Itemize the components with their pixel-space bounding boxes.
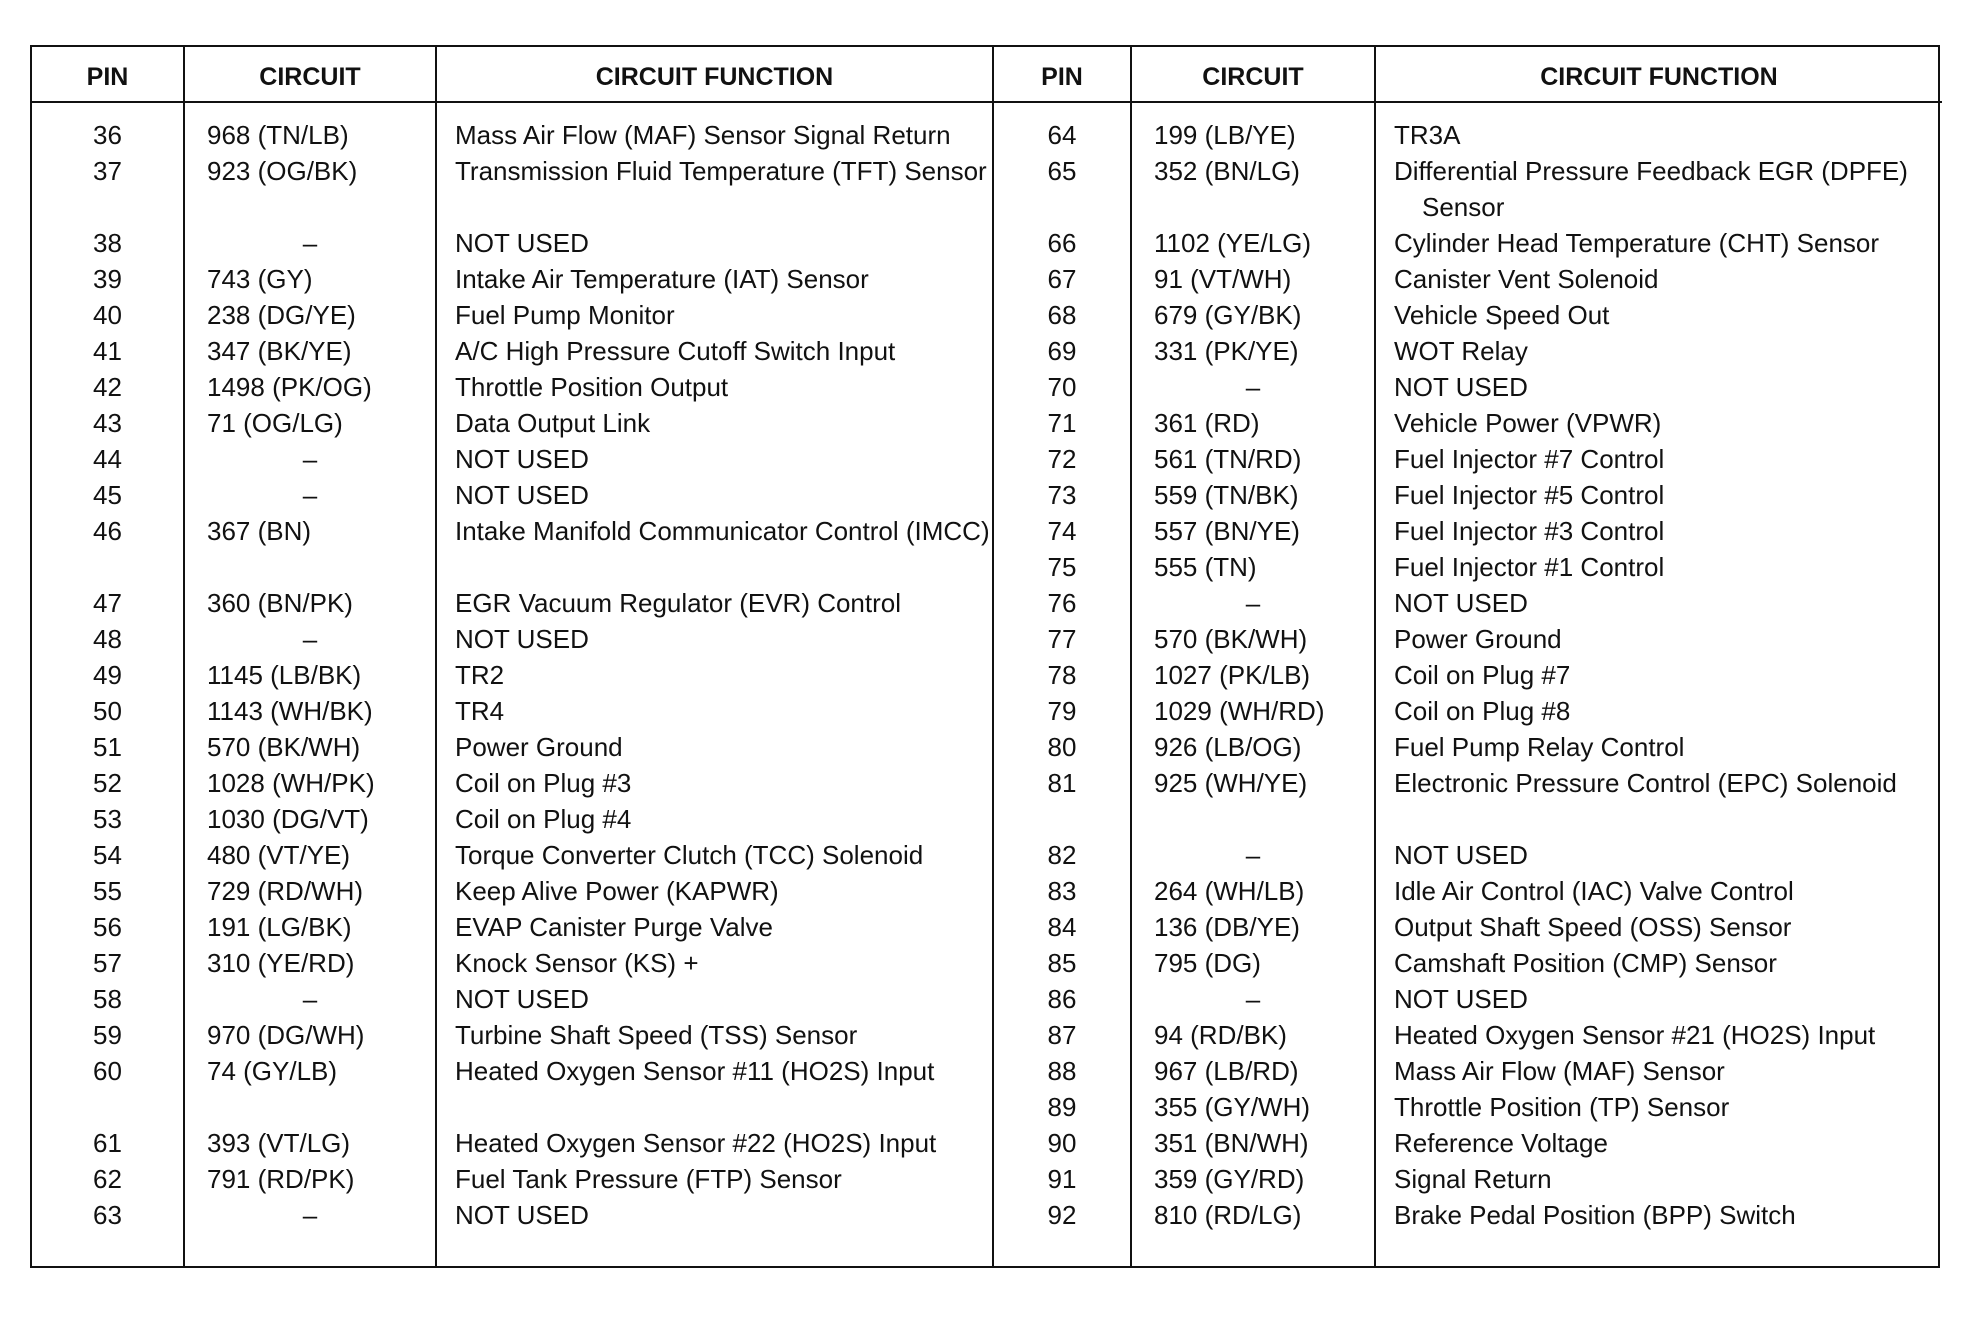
pin-cell-61: 61 bbox=[93, 1128, 122, 1158]
circuit-cell-52: 1028 (WH/PK) bbox=[207, 768, 375, 798]
circuit-cell-78: 1027 (PK/LB) bbox=[1154, 660, 1311, 690]
pin-cell-73: 73 bbox=[1047, 480, 1077, 510]
circuit-cell-88: 967 (LB/RD) bbox=[1154, 1056, 1299, 1086]
circuit-cell-69: 331 (PK/YE) bbox=[1154, 336, 1299, 366]
function-cell-85: Camshaft Position (CMP) Sensor bbox=[1394, 948, 1777, 978]
pin-cell-39: 39 bbox=[93, 264, 122, 294]
pin-cell-49: 49 bbox=[93, 660, 122, 690]
pin-cell-86: 86 bbox=[1047, 984, 1077, 1014]
header-function-right: CIRCUIT FUNCTION bbox=[1375, 47, 1942, 102]
function-cell-67: Canister Vent Solenoid bbox=[1394, 264, 1659, 294]
circuit-cell-77: 570 (BK/WH) bbox=[1154, 624, 1308, 654]
function-cell-87: Heated Oxygen Sensor #21 (HO2S) Input bbox=[1394, 1020, 1876, 1050]
pin-cell-88: 88 bbox=[1047, 1056, 1077, 1086]
circuit-cell-39: 743 (GY) bbox=[207, 264, 313, 294]
circuit-column-left bbox=[184, 102, 436, 1266]
circuit-cell-76: – bbox=[1245, 588, 1261, 618]
pin-cell-57: 57 bbox=[93, 948, 122, 978]
circuit-cell-91: 359 (GY/RD) bbox=[1154, 1164, 1305, 1194]
pin-column-right bbox=[993, 102, 1131, 1266]
function-cell-59: Turbine Shaft Speed (TSS) Sensor bbox=[455, 1020, 858, 1050]
pin-cell-62: 62 bbox=[93, 1164, 122, 1194]
function-cell-83: Idle Air Control (IAC) Valve Control bbox=[1394, 876, 1794, 906]
circuit-cell-37: 923 (OG/BK) bbox=[207, 156, 358, 186]
circuit-cell-81: 925 (WH/YE) bbox=[1154, 768, 1308, 798]
circuit-cell-50: 1143 (WH/BK) bbox=[207, 696, 373, 726]
function-cell-57: Knock Sensor (KS) + bbox=[455, 948, 699, 978]
circuit-cell-85: 795 (DG) bbox=[1154, 948, 1261, 978]
pin-cell-45: 45 bbox=[93, 480, 122, 510]
function-cell-88: Mass Air Flow (MAF) Sensor bbox=[1394, 1056, 1725, 1086]
pin-cell-85: 85 bbox=[1047, 948, 1077, 978]
circuit-cell-38: – bbox=[302, 228, 318, 258]
function-column-right bbox=[1375, 102, 1942, 1266]
circuit-cell-83: 264 (WH/LB) bbox=[1154, 876, 1305, 906]
pin-cell-56: 56 bbox=[93, 912, 122, 942]
pin-cell-69: 69 bbox=[1047, 336, 1077, 366]
function-cell-76: NOT USED bbox=[1394, 588, 1528, 618]
function-cell-73: Fuel Injector #5 Control bbox=[1394, 480, 1665, 510]
function-cell-72: Fuel Injector #7 Control bbox=[1394, 444, 1665, 474]
circuit-cell-47: 360 (BN/PK) bbox=[207, 588, 353, 618]
function-cell-48: NOT USED bbox=[455, 624, 589, 654]
pin-cell-92: 92 bbox=[1047, 1200, 1077, 1230]
pin-cell-78: 78 bbox=[1047, 660, 1077, 690]
function-cell-92: Brake Pedal Position (BPP) Switch bbox=[1394, 1200, 1796, 1230]
function-cell-42: Throttle Position Output bbox=[455, 372, 729, 402]
pin-cell-72: 72 bbox=[1047, 444, 1077, 474]
pin-cell-83: 83 bbox=[1047, 876, 1077, 906]
pin-cell-80: 80 bbox=[1047, 732, 1077, 762]
circuit-cell-79: 1029 (WH/RD) bbox=[1154, 696, 1325, 726]
function-cell-65: Differential Pressure Feedback EGR (DPFE) Sensor bbox=[1394, 156, 1908, 222]
circuit-cell-55: 729 (RD/WH) bbox=[207, 876, 364, 906]
pin-cell-65: 65 bbox=[1047, 156, 1077, 186]
function-cell-49: TR2 bbox=[455, 660, 505, 690]
pin-cell-37: 37 bbox=[93, 156, 122, 186]
pin-cell-43: 43 bbox=[93, 408, 122, 438]
pin-cell-48: 48 bbox=[93, 624, 122, 654]
pin-cell-76: 76 bbox=[1047, 588, 1077, 618]
function-cell-66: Cylinder Head Temperature (CHT) Sensor bbox=[1394, 228, 1880, 258]
circuit-cell-53: 1030 (DG/VT) bbox=[207, 804, 369, 834]
function-cell-61: Heated Oxygen Sensor #22 (HO2S) Input bbox=[455, 1128, 937, 1158]
pin-cell-64: 64 bbox=[1047, 120, 1077, 150]
function-cell-55: Keep Alive Power (KAPWR) bbox=[455, 876, 779, 906]
circuit-cell-80: 926 (LB/OG) bbox=[1154, 732, 1302, 762]
circuit-cell-41: 347 (BK/YE) bbox=[207, 336, 352, 366]
pin-cell-74: 74 bbox=[1047, 516, 1077, 546]
function-cell-63: NOT USED bbox=[455, 1200, 589, 1230]
function-cell-78: Coil on Plug #7 bbox=[1394, 660, 1571, 690]
function-cell-84: Output Shaft Speed (OSS) Sensor bbox=[1394, 912, 1792, 942]
function-cell-64: TR3A bbox=[1394, 120, 1461, 150]
pin-cell-53: 53 bbox=[93, 804, 122, 834]
circuit-cell-36: 968 (TN/LB) bbox=[207, 120, 349, 150]
circuit-cell-63: – bbox=[302, 1200, 318, 1230]
circuit-cell-51: 570 (BK/WH) bbox=[207, 732, 361, 762]
function-cell-75: Fuel Injector #1 Control bbox=[1394, 552, 1665, 582]
body-row bbox=[32, 102, 1942, 1266]
pin-cell-51: 51 bbox=[93, 732, 122, 762]
circuit-cell-54: 480 (VT/YE) bbox=[207, 840, 351, 870]
circuit-cell-72: 561 (TN/RD) bbox=[1154, 444, 1302, 474]
circuit-cell-86: – bbox=[1245, 984, 1261, 1014]
function-cell-81: Electronic Pressure Control (EPC) Solenoid bbox=[1394, 768, 1897, 798]
pin-cell-38: 38 bbox=[93, 228, 122, 258]
circuit-cell-60: 74 (GY/LB) bbox=[207, 1056, 338, 1086]
pinout-table-frame bbox=[30, 45, 1940, 1268]
function-cell-47: EGR Vacuum Regulator (EVR) Control bbox=[455, 588, 902, 618]
pin-cell-46: 46 bbox=[93, 516, 122, 546]
pin-cell-55: 55 bbox=[93, 876, 122, 906]
circuit-cell-75: 555 (TN) bbox=[1154, 552, 1257, 582]
function-cell-45: NOT USED bbox=[455, 480, 589, 510]
pin-cell-41: 41 bbox=[93, 336, 122, 366]
circuit-cell-70: – bbox=[1245, 372, 1261, 402]
circuit-cell-90: 351 (BN/WH) bbox=[1154, 1128, 1309, 1158]
function-cell-62: Fuel Tank Pressure (FTP) Sensor bbox=[455, 1164, 842, 1194]
circuit-cell-82: – bbox=[1245, 840, 1261, 870]
header-pin-right: PIN bbox=[993, 47, 1131, 102]
function-cell-79: Coil on Plug #8 bbox=[1394, 696, 1571, 726]
pin-cell-89: 89 bbox=[1047, 1092, 1077, 1122]
circuit-cell-66: 1102 (YE/LG) bbox=[1154, 228, 1312, 258]
circuit-cell-89: 355 (GY/WH) bbox=[1154, 1092, 1311, 1122]
function-cell-44: NOT USED bbox=[455, 444, 589, 474]
pin-cell-47: 47 bbox=[93, 588, 122, 618]
pin-cell-90: 90 bbox=[1047, 1128, 1077, 1158]
header-row bbox=[32, 47, 1942, 102]
function-cell-54: Torque Converter Clutch (TCC) Solenoid bbox=[455, 840, 924, 870]
pin-cell-68: 68 bbox=[1047, 300, 1077, 330]
function-cell-71: Vehicle Power (VPWR) bbox=[1394, 408, 1662, 438]
function-cell-36: Mass Air Flow (MAF) Sensor Signal Return bbox=[455, 120, 951, 150]
function-cell-86: NOT USED bbox=[1394, 984, 1528, 1014]
function-column-left bbox=[436, 102, 993, 1266]
pin-cell-60: 60 bbox=[93, 1056, 122, 1086]
pin-cell-82: 82 bbox=[1047, 840, 1077, 870]
pin-cell-70: 70 bbox=[1047, 372, 1077, 402]
function-cell-51: Power Ground bbox=[455, 732, 623, 762]
function-cell-82: NOT USED bbox=[1394, 840, 1528, 870]
pin-column-left bbox=[32, 102, 184, 1266]
circuit-cell-68: 679 (GY/BK) bbox=[1154, 300, 1302, 330]
pin-cell-40: 40 bbox=[93, 300, 122, 330]
pin-cell-59: 59 bbox=[93, 1020, 122, 1050]
header-function-left: CIRCUIT FUNCTION bbox=[436, 47, 993, 102]
circuit-cell-43: 71 (OG/LG) bbox=[207, 408, 343, 438]
pin-cell-42: 42 bbox=[93, 372, 122, 402]
pin-cell-66: 66 bbox=[1047, 228, 1077, 258]
function-cell-46: Intake Manifold Communicator Control (IMCC) bbox=[455, 516, 990, 546]
pin-cell-84: 84 bbox=[1047, 912, 1077, 942]
pin-cell-52: 52 bbox=[93, 768, 122, 798]
circuit-cell-65: 352 (BN/LG) bbox=[1154, 156, 1300, 186]
circuit-cell-73: 559 (TN/BK) bbox=[1154, 480, 1299, 510]
function-cell-90: Reference Voltage bbox=[1394, 1128, 1608, 1158]
circuit-cell-57: 310 (YE/RD) bbox=[207, 948, 355, 978]
pin-cell-36: 36 bbox=[93, 120, 122, 150]
header-circuit-left: CIRCUIT bbox=[184, 47, 436, 102]
circuit-cell-46: 367 (BN) bbox=[207, 516, 312, 546]
circuit-cell-71: 361 (RD) bbox=[1154, 408, 1260, 438]
circuit-cell-61: 393 (VT/LG) bbox=[207, 1128, 351, 1158]
function-cell-41: A/C High Pressure Cutoff Switch Input bbox=[455, 336, 896, 366]
function-cell-58: NOT USED bbox=[455, 984, 589, 1014]
pin-cell-71: 71 bbox=[1047, 408, 1077, 438]
circuit-cell-84: 136 (DB/YE) bbox=[1154, 912, 1300, 942]
function-cell-77: Power Ground bbox=[1394, 624, 1562, 654]
function-cell-52: Coil on Plug #3 bbox=[455, 768, 632, 798]
circuit-cell-42: 1498 (PK/OG) bbox=[207, 372, 372, 402]
pin-cell-77: 77 bbox=[1047, 624, 1077, 654]
pin-cell-75: 75 bbox=[1047, 552, 1077, 582]
pin-cell-50: 50 bbox=[93, 696, 122, 726]
function-cell-37: Transmission Fluid Temperature (TFT) Sensor bbox=[455, 156, 987, 186]
function-cell-39: Intake Air Temperature (IAT) Sensor bbox=[455, 264, 869, 294]
circuit-column-right bbox=[1131, 102, 1375, 1266]
pinout-table bbox=[32, 47, 1942, 1266]
function-cell-89: Throttle Position (TP) Sensor bbox=[1394, 1092, 1730, 1122]
circuit-cell-87: 94 (RD/BK) bbox=[1154, 1020, 1287, 1050]
function-cell-69: WOT Relay bbox=[1394, 336, 1528, 366]
function-cell-70: NOT USED bbox=[1394, 372, 1528, 402]
circuit-cell-74: 557 (BN/YE) bbox=[1154, 516, 1300, 546]
circuit-cell-92: 810 (RD/LG) bbox=[1154, 1200, 1302, 1230]
function-cell-50: TR4 bbox=[455, 696, 505, 726]
circuit-cell-40: 238 (DG/YE) bbox=[207, 300, 356, 330]
circuit-cell-64: 199 (LB/YE) bbox=[1154, 120, 1296, 150]
function-cell-56: EVAP Canister Purge Valve bbox=[455, 912, 773, 942]
pin-cell-63: 63 bbox=[93, 1200, 122, 1230]
function-cell-68: Vehicle Speed Out bbox=[1394, 300, 1610, 330]
header-pin-left: PIN bbox=[32, 47, 184, 102]
circuit-cell-49: 1145 (LB/BK) bbox=[207, 660, 362, 690]
function-cell-60: Heated Oxygen Sensor #11 (HO2S) Input bbox=[455, 1056, 935, 1086]
function-cell-53: Coil on Plug #4 bbox=[455, 804, 632, 834]
circuit-cell-58: – bbox=[302, 984, 318, 1014]
function-cell-91: Signal Return bbox=[1394, 1164, 1552, 1194]
pin-cell-58: 58 bbox=[93, 984, 122, 1014]
pin-cell-44: 44 bbox=[93, 444, 122, 474]
pin-cell-79: 79 bbox=[1047, 696, 1077, 726]
circuit-cell-44: – bbox=[302, 444, 318, 474]
header-circuit-right: CIRCUIT bbox=[1131, 47, 1375, 102]
pin-cell-54: 54 bbox=[93, 840, 122, 870]
function-cell-80: Fuel Pump Relay Control bbox=[1394, 732, 1685, 762]
pin-cell-91: 91 bbox=[1047, 1164, 1077, 1194]
function-cell-40: Fuel Pump Monitor bbox=[455, 300, 675, 330]
function-cell-74: Fuel Injector #3 Control bbox=[1394, 516, 1665, 546]
circuit-cell-67: 91 (VT/WH) bbox=[1154, 264, 1292, 294]
circuit-cell-48: – bbox=[302, 624, 318, 654]
circuit-cell-59: 970 (DG/WH) bbox=[207, 1020, 365, 1050]
pin-cell-81: 81 bbox=[1047, 768, 1077, 798]
function-cell-38: NOT USED bbox=[455, 228, 589, 258]
circuit-cell-62: 791 (RD/PK) bbox=[207, 1164, 355, 1194]
pin-cell-87: 87 bbox=[1047, 1020, 1077, 1050]
circuit-cell-45: – bbox=[302, 480, 318, 510]
pin-cell-67: 67 bbox=[1047, 264, 1077, 294]
function-cell-43: Data Output Link bbox=[455, 408, 651, 438]
circuit-cell-56: 191 (LG/BK) bbox=[207, 912, 352, 942]
